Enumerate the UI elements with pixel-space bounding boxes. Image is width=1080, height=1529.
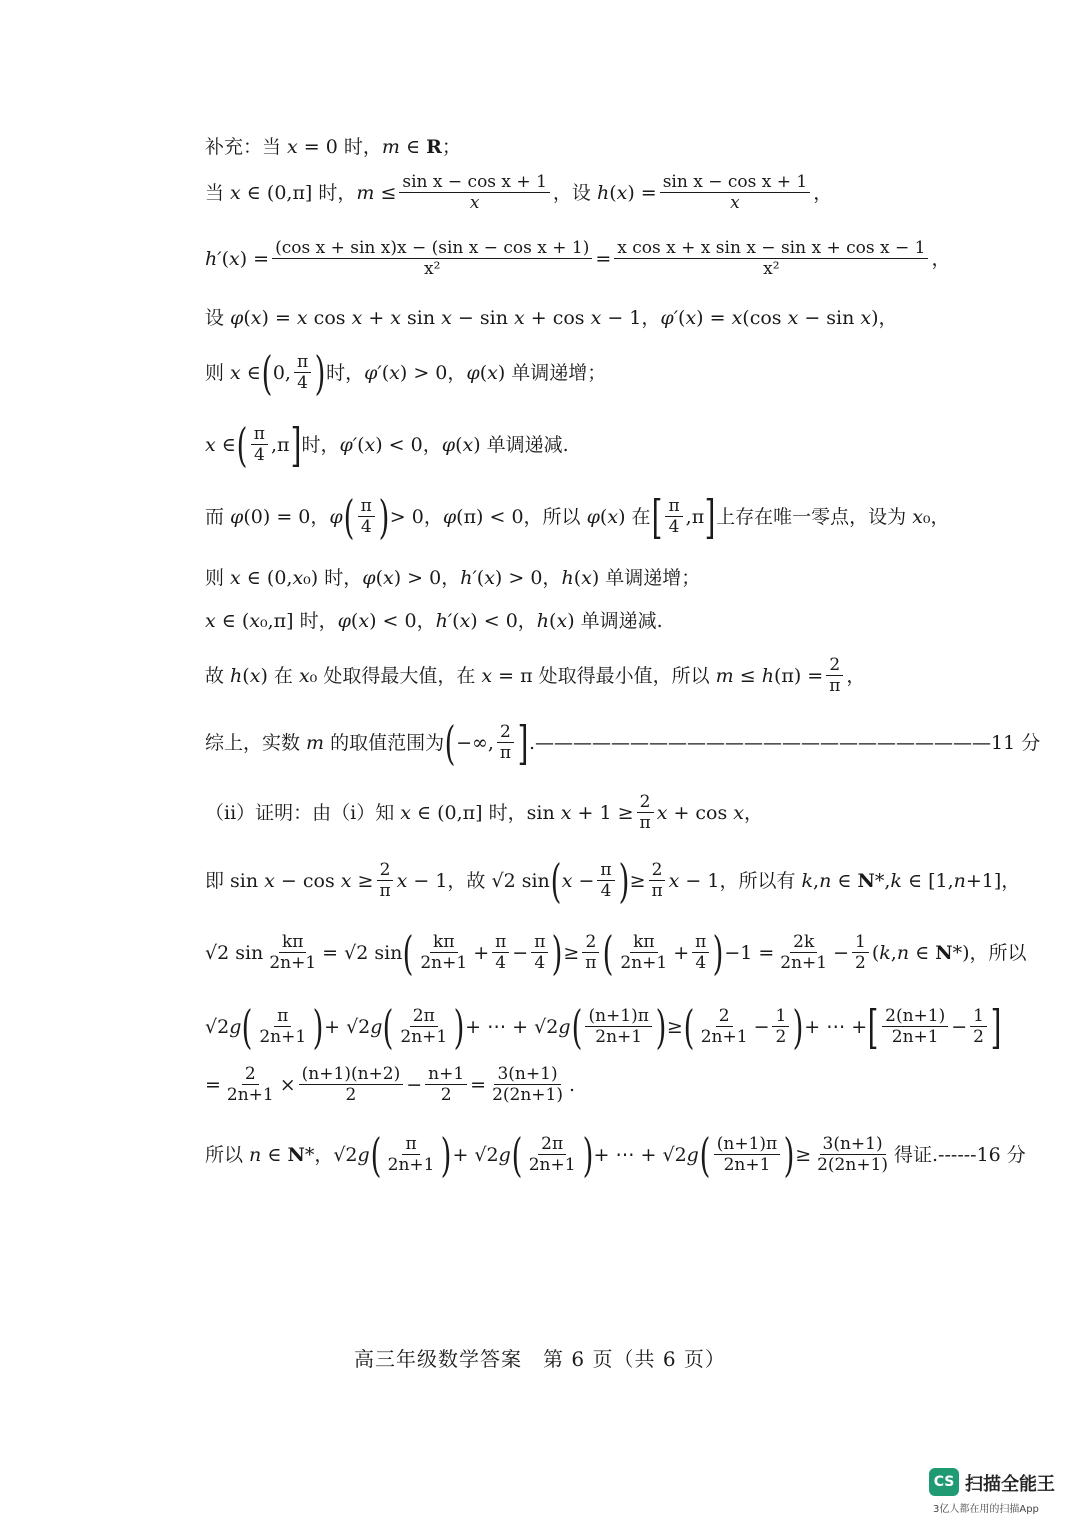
solution-line-7: 而 φ(0) = 0，φ ( $\frac{\pi}{4}$ ) > 0，φ(π) < 0，所以 φ(x) 在 [ $\frac{\pi}{4}$ ,π ] 上存在唯一零点，设为 x₀， xyxy=(205,489,950,544)
solution-line-16: = $\frac{2}{2n+1}$ × $\frac{(n+1)(n+2)}{2}$ − $\frac{n+1}{2}$ = $\frac{3(n+1)}{2(2n+1)}$ . xyxy=(205,1064,576,1105)
solution-line-11: 综上，实数 m 的取值范围为 ( −∞, $\frac{2}{\pi}$ ] .————————————————————————11 分 xyxy=(205,715,1041,770)
cs-logo-icon: CS xyxy=(929,1468,959,1496)
logo-brand-text: 扫描全能王 xyxy=(965,1474,1055,1495)
solution-line-10: 故 h(x) 在 x₀ 处取得最大值，在 x = π 处取得最小值，所以 m ≤ h(π) = $\frac{2}{\pi}$ ， xyxy=(205,655,866,696)
logo-tagline: 3亿人都在用的扫描App xyxy=(933,1504,1039,1515)
solution-line-5: 则 x ∈ ( 0, $\frac{\pi}{4}$ ) 时，φ′(x) > 0，φ(x) 单调递增； xyxy=(205,345,607,400)
solution-line-9: x ∈ (x₀,π] 时，φ(x) < 0，h′(x) < 0，h(x) 单调递减. xyxy=(205,610,663,632)
solution-line-17: 所以 n ∈ N*，√2g ( $\frac{\pi}{2n+1}$ ) + √2g ( $\frac{2\pi}{2n+1}$ ) + ⋯ + √2g ( $\frac{(n+1)\pi}{2n+1}$ ) ≥ $\frac{3(n+1)}{2(2n+1)}$ 得证.------16 分 xyxy=(205,1127,1026,1182)
solution-line-4: 设 φ(x) = x cos x + x sin x − sin x + cos x − 1，φ′(x) = x(cos x − sin x)， xyxy=(205,307,898,329)
solution-line-6: x ∈ ( $\frac{\pi}{4}$ ,π ] 时，φ′(x) < 0，φ(x) 单调递减. xyxy=(205,417,569,472)
solution-line-2: 当 x ∈ (0,π] 时，m ≤ $\frac{\text{sin x − cos x + 1}}{x}$ ，设 h(x) = $\frac{\text{sin x − cos x + 1}}{x}$ ， xyxy=(205,172,833,213)
solution-line-14: √2 sin $\frac{k\pi}{2n+1}$ = √2 sin ( $\frac{k\pi}{2n+1}$ + $\frac{\pi}{4}$ − $\frac{\pi}{4}$ ) ≥ $\frac{2}{\pi}$ ( $\frac{k\pi}{2n+1}$ + $\frac{\pi}{4}$ ) −1 = $\frac{2k}{2n+1}$ − $\frac{1}{2}$ (k,n ∈ N*)，所以 xyxy=(205,925,1027,980)
solution-line-8: 则 x ∈ (0,x₀) 时，φ(x) > 0，h′(x) > 0，h(x) 单调递增； xyxy=(205,567,701,589)
solution-line-15: √2g ( $\frac{\pi}{2n+1}$ ) + √2g ( $\frac{2\pi}{2n+1}$ ) + ⋯ + √2g ( $\frac{(n+1)\pi}{2n+1}$ ) ≥ ( $\frac{2}{2n+1}$ − $\frac{1}{2}$ ) + ⋯ + [ $\frac{2(n+1)}{2n+1}$ − $\frac{1}{2}$ ] xyxy=(205,999,1002,1054)
page-footer: 高三年级数学答案 第 6 页（共 6 页） xyxy=(354,1347,726,1371)
scanner-logo xyxy=(929,1466,1059,1516)
solution-line-1: 补充：当 x = 0 时，m ∈ R； xyxy=(205,136,461,158)
solution-line-3: h′(x) = $\frac{\text{(cos x + sin x)x − (sin x − cos x + 1)}}{\text{x²}}$ = $\frac{\text{x cos x + x sin x − sin x + cos x − 1}}{\text{x²}}$ ， xyxy=(205,238,951,279)
solution-line-13: 即 sin x − cos x ≥ $\frac{2}{\pi}$ x − 1，故 √2 sin ( x − $\frac{\pi}{4}$ ) ≥ $\frac{2}{\pi}$ x − 1，所以有 k,n ∈ N*,k ∈ [1,n+1]， xyxy=(205,853,1021,908)
solution-line-12: （ii）证明：由（i）知 x ∈ (0,π] 时，sin x + 1 ≥ $\frac{2}{\pi}$ x + cos x， xyxy=(205,792,764,833)
